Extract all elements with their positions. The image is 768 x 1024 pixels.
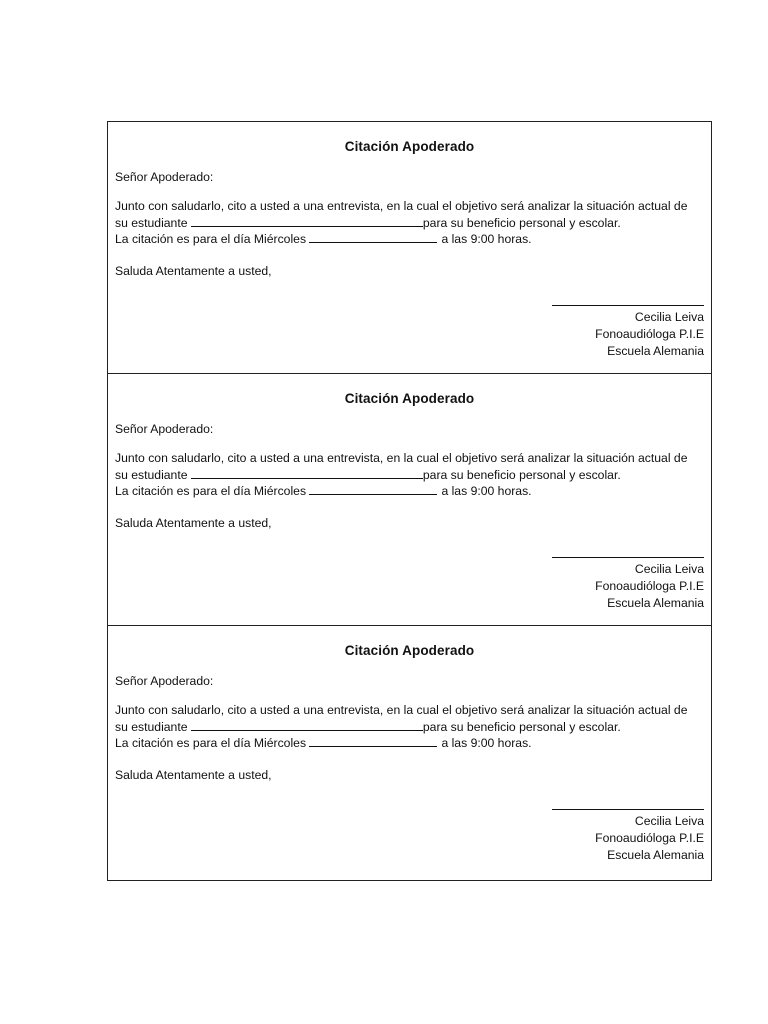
citation-title: Citación Apoderado [344,643,475,658]
date-blank [309,735,437,747]
citation-card [108,626,711,880]
student-name-blank [191,719,423,731]
student-label: su estudiante [115,719,191,734]
greeting: Señor Apoderado: [115,170,214,184]
signature-block [552,799,704,864]
citation-title: Citación Apoderado [344,391,475,406]
greeting: Señor Apoderado: [115,674,214,688]
signer-role: Fonoaudióloga P.I.E [595,831,704,845]
signature-line [552,295,704,306]
body-line: Junto con saludarlo, cito a usted a una entrevista, en la cual el objetivo será analizar la situación actual de [115,451,688,465]
citation-body [115,702,704,752]
date-blank [309,231,437,243]
body-line [115,215,704,232]
time-text: a las 9:00 horas. [441,736,532,750]
body-text-fragment: para su beneficio personal y escolar. [422,215,621,230]
signer-school: Escuela Alemania [607,848,704,862]
citation-body [115,198,704,248]
signer-name: Cecilia Leiva [634,562,704,576]
body-line: Junto con saludarlo, cito a usted a una entrevista, en la cual el objetivo será analizar la situación actual de [115,703,688,717]
student-label: su estudiante [115,215,191,230]
body-line [115,483,704,500]
signer-school: Escuela Alemania [607,596,704,610]
date-blank [309,483,437,495]
date-label: La citación es para el día Miércoles [115,232,310,246]
body-line [115,231,704,248]
citation-card [108,122,711,374]
body-line [115,719,704,736]
signature-line [552,799,704,810]
signer-school: Escuela Alemania [607,344,704,358]
body-line [115,467,704,484]
student-label: su estudiante [115,467,191,482]
body-text-fragment: para su beneficio personal y escolar. [422,719,621,734]
student-name-blank [191,467,423,479]
signature-line [552,547,704,558]
signer-role: Fonoaudióloga P.I.E [595,579,704,593]
citation-body [115,450,704,500]
time-text: a las 9:00 horas. [441,484,532,498]
date-label: La citación es para el día Miércoles [115,736,310,750]
closing: Saluda Atentamente a usted, [115,515,272,530]
citation-sheet [107,121,712,881]
student-name-blank [191,215,423,227]
body-line: Junto con saludarlo, cito a usted a una entrevista, en la cual el objetivo será analizar la situación actual de [115,199,688,213]
citation-card [108,374,711,626]
signer-name: Cecilia Leiva [634,814,704,828]
body-text-fragment: para su beneficio personal y escolar. [422,467,621,482]
greeting: Señor Apoderado: [115,422,214,436]
signer-role: Fonoaudióloga P.I.E [595,327,704,341]
closing: Saluda Atentamente a usted, [115,263,272,278]
closing: Saluda Atentamente a usted, [115,767,272,782]
time-text: a las 9:00 horas. [441,232,532,246]
signature-block [552,547,704,612]
date-label: La citación es para el día Miércoles [115,484,310,498]
signature-block [552,295,704,360]
body-line [115,735,704,752]
citation-title: Citación Apoderado [344,139,475,154]
signer-name: Cecilia Leiva [634,310,704,324]
